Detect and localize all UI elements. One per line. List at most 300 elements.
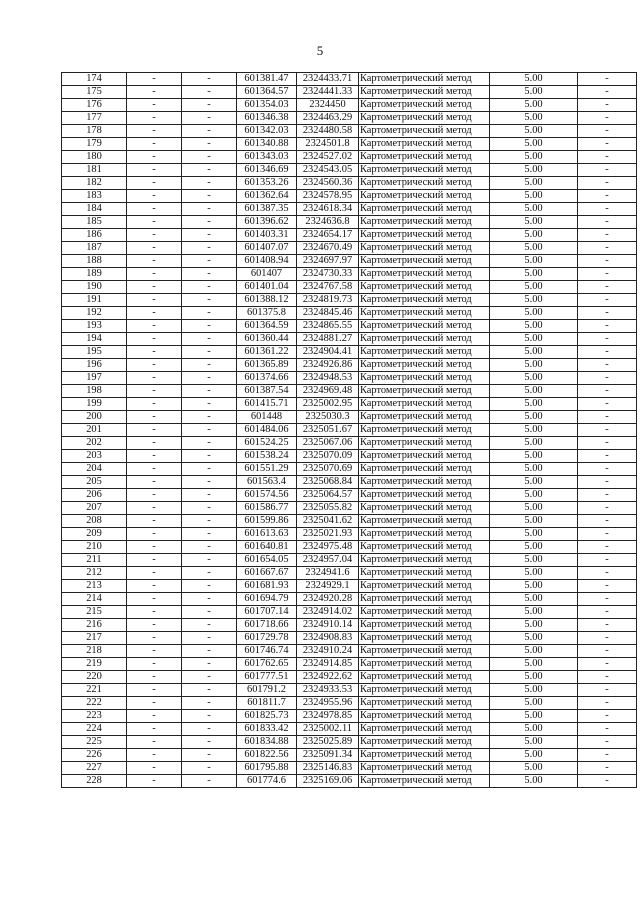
accuracy-cell: 5.00 bbox=[490, 541, 578, 554]
accuracy-cell: 5.00 bbox=[490, 697, 578, 710]
y-coordinate-cell: 2324969.48 bbox=[297, 385, 359, 398]
description-cell: - bbox=[578, 424, 637, 437]
point-number-cell: 223 bbox=[62, 710, 127, 723]
description-cell: - bbox=[578, 203, 637, 216]
method-cell: Картометрический метод bbox=[359, 359, 490, 372]
y-coordinate-cell: 2324618.34 bbox=[297, 203, 359, 216]
method-cell: Картометрический метод bbox=[359, 619, 490, 632]
old-y-cell: - bbox=[182, 606, 237, 619]
table-row bbox=[62, 203, 637, 216]
y-coordinate-cell: 2324910.14 bbox=[297, 619, 359, 632]
accuracy-cell: 5.00 bbox=[490, 125, 578, 138]
description-cell: - bbox=[578, 268, 637, 281]
y-coordinate-cell: 2324914.85 bbox=[297, 658, 359, 671]
x-coordinate-cell: 601774.6 bbox=[237, 775, 297, 788]
table-row bbox=[62, 645, 637, 658]
method-cell: Картометрический метод bbox=[359, 294, 490, 307]
accuracy-cell: 5.00 bbox=[490, 294, 578, 307]
old-x-cell: - bbox=[127, 749, 182, 762]
x-coordinate-cell: 601586.77 bbox=[237, 502, 297, 515]
old-y-cell: - bbox=[182, 255, 237, 268]
old-y-cell: - bbox=[182, 684, 237, 697]
old-x-cell: - bbox=[127, 671, 182, 684]
y-coordinate-cell: 2324845.46 bbox=[297, 307, 359, 320]
table-row bbox=[62, 593, 637, 606]
point-number-cell: 181 bbox=[62, 164, 127, 177]
old-y-cell: - bbox=[182, 502, 237, 515]
description-cell: - bbox=[578, 359, 637, 372]
old-y-cell: - bbox=[182, 736, 237, 749]
point-number-cell: 211 bbox=[62, 554, 127, 567]
old-y-cell: - bbox=[182, 372, 237, 385]
table-row bbox=[62, 151, 637, 164]
accuracy-cell: 5.00 bbox=[490, 268, 578, 281]
method-cell: Картометрический метод bbox=[359, 307, 490, 320]
x-coordinate-cell: 601415.71 bbox=[237, 398, 297, 411]
table-row bbox=[62, 619, 637, 632]
method-cell: Картометрический метод bbox=[359, 73, 490, 86]
method-cell: Картометрический метод bbox=[359, 762, 490, 775]
x-coordinate-cell: 601388.12 bbox=[237, 294, 297, 307]
y-coordinate-cell: 2324933.53 bbox=[297, 684, 359, 697]
table-row bbox=[62, 697, 637, 710]
old-y-cell: - bbox=[182, 86, 237, 99]
point-number-cell: 198 bbox=[62, 385, 127, 398]
old-x-cell: - bbox=[127, 359, 182, 372]
method-cell: Картометрический метод bbox=[359, 151, 490, 164]
method-cell: Картометрический метод bbox=[359, 463, 490, 476]
description-cell: - bbox=[578, 125, 637, 138]
method-cell: Картометрический метод bbox=[359, 450, 490, 463]
table-row bbox=[62, 450, 637, 463]
old-y-cell: - bbox=[182, 632, 237, 645]
description-cell: - bbox=[578, 281, 637, 294]
accuracy-cell: 5.00 bbox=[490, 255, 578, 268]
x-coordinate-cell: 601563.4 bbox=[237, 476, 297, 489]
old-x-cell: - bbox=[127, 476, 182, 489]
description-cell: - bbox=[578, 632, 637, 645]
point-number-cell: 175 bbox=[62, 86, 127, 99]
method-cell: Картометрический метод bbox=[359, 710, 490, 723]
old-x-cell: - bbox=[127, 138, 182, 151]
old-y-cell: - bbox=[182, 99, 237, 112]
table-row bbox=[62, 385, 637, 398]
table-row bbox=[62, 528, 637, 541]
y-coordinate-cell: 2324904.41 bbox=[297, 346, 359, 359]
x-coordinate-cell: 601375.8 bbox=[237, 307, 297, 320]
accuracy-cell: 5.00 bbox=[490, 86, 578, 99]
method-cell: Картометрический метод bbox=[359, 437, 490, 450]
point-number-cell: 199 bbox=[62, 398, 127, 411]
point-number-cell: 203 bbox=[62, 450, 127, 463]
point-number-cell: 184 bbox=[62, 203, 127, 216]
method-cell: Картометрический метод bbox=[359, 190, 490, 203]
point-number-cell: 187 bbox=[62, 242, 127, 255]
old-x-cell: - bbox=[127, 632, 182, 645]
description-cell: - bbox=[578, 398, 637, 411]
method-cell: Картометрический метод bbox=[359, 645, 490, 658]
old-y-cell: - bbox=[182, 424, 237, 437]
table-row bbox=[62, 541, 637, 554]
method-cell: Картометрический метод bbox=[359, 476, 490, 489]
description-cell: - bbox=[578, 736, 637, 749]
table-row bbox=[62, 138, 637, 151]
y-coordinate-cell: 2324957.04 bbox=[297, 554, 359, 567]
old-x-cell: - bbox=[127, 320, 182, 333]
accuracy-cell: 5.00 bbox=[490, 151, 578, 164]
y-coordinate-cell: 2325169.06 bbox=[297, 775, 359, 788]
accuracy-cell: 5.00 bbox=[490, 320, 578, 333]
accuracy-cell: 5.00 bbox=[490, 99, 578, 112]
accuracy-cell: 5.00 bbox=[490, 281, 578, 294]
method-cell: Картометрический метод bbox=[359, 268, 490, 281]
old-y-cell: - bbox=[182, 762, 237, 775]
x-coordinate-cell: 601401.04 bbox=[237, 281, 297, 294]
table-row bbox=[62, 307, 637, 320]
old-x-cell: - bbox=[127, 775, 182, 788]
y-coordinate-cell: 2325002.95 bbox=[297, 398, 359, 411]
x-coordinate-cell: 601342.03 bbox=[237, 125, 297, 138]
point-number-cell: 186 bbox=[62, 229, 127, 242]
old-x-cell: - bbox=[127, 580, 182, 593]
table-row bbox=[62, 463, 637, 476]
old-y-cell: - bbox=[182, 645, 237, 658]
description-cell: - bbox=[578, 372, 637, 385]
old-x-cell: - bbox=[127, 424, 182, 437]
table-row bbox=[62, 112, 637, 125]
point-number-cell: 202 bbox=[62, 437, 127, 450]
accuracy-cell: 5.00 bbox=[490, 476, 578, 489]
old-x-cell: - bbox=[127, 398, 182, 411]
old-y-cell: - bbox=[182, 580, 237, 593]
y-coordinate-cell: 2324463.29 bbox=[297, 112, 359, 125]
method-cell: Картометрический метод bbox=[359, 606, 490, 619]
description-cell: - bbox=[578, 528, 637, 541]
accuracy-cell: 5.00 bbox=[490, 671, 578, 684]
method-cell: Картометрический метод bbox=[359, 424, 490, 437]
old-x-cell: - bbox=[127, 619, 182, 632]
y-coordinate-cell: 2324501.8 bbox=[297, 138, 359, 151]
old-x-cell: - bbox=[127, 177, 182, 190]
x-coordinate-cell: 601360.44 bbox=[237, 333, 297, 346]
accuracy-cell: 5.00 bbox=[490, 359, 578, 372]
old-y-cell: - bbox=[182, 775, 237, 788]
method-cell: Картометрический метод bbox=[359, 593, 490, 606]
description-cell: - bbox=[578, 567, 637, 580]
old-y-cell: - bbox=[182, 164, 237, 177]
description-cell: - bbox=[578, 606, 637, 619]
method-cell: Картометрический метод bbox=[359, 346, 490, 359]
old-y-cell: - bbox=[182, 463, 237, 476]
method-cell: Картометрический метод bbox=[359, 411, 490, 424]
y-coordinate-cell: 2324543.05 bbox=[297, 164, 359, 177]
old-x-cell: - bbox=[127, 697, 182, 710]
point-number-cell: 220 bbox=[62, 671, 127, 684]
point-number-cell: 193 bbox=[62, 320, 127, 333]
old-y-cell: - bbox=[182, 346, 237, 359]
old-x-cell: - bbox=[127, 736, 182, 749]
point-number-cell: 195 bbox=[62, 346, 127, 359]
method-cell: Картометрический метод bbox=[359, 86, 490, 99]
description-cell: - bbox=[578, 619, 637, 632]
y-coordinate-cell: 2324441.33 bbox=[297, 86, 359, 99]
description-cell: - bbox=[578, 411, 637, 424]
old-y-cell: - bbox=[182, 320, 237, 333]
x-coordinate-cell: 601361.22 bbox=[237, 346, 297, 359]
point-number-cell: 212 bbox=[62, 567, 127, 580]
old-y-cell: - bbox=[182, 229, 237, 242]
table-row bbox=[62, 424, 637, 437]
old-y-cell: - bbox=[182, 437, 237, 450]
description-cell: - bbox=[578, 541, 637, 554]
old-x-cell: - bbox=[127, 450, 182, 463]
old-x-cell: - bbox=[127, 73, 182, 86]
point-number-cell: 210 bbox=[62, 541, 127, 554]
table-row bbox=[62, 762, 637, 775]
table-row bbox=[62, 437, 637, 450]
point-number-cell: 180 bbox=[62, 151, 127, 164]
x-coordinate-cell: 601353.26 bbox=[237, 177, 297, 190]
description-cell: - bbox=[578, 658, 637, 671]
description-cell: - bbox=[578, 762, 637, 775]
old-x-cell: - bbox=[127, 528, 182, 541]
method-cell: Картометрический метод bbox=[359, 580, 490, 593]
description-cell: - bbox=[578, 463, 637, 476]
accuracy-cell: 5.00 bbox=[490, 658, 578, 671]
accuracy-cell: 5.00 bbox=[490, 424, 578, 437]
old-x-cell: - bbox=[127, 125, 182, 138]
x-coordinate-cell: 601667.67 bbox=[237, 567, 297, 580]
x-coordinate-cell: 601777.51 bbox=[237, 671, 297, 684]
description-cell: - bbox=[578, 437, 637, 450]
y-coordinate-cell: 2324920.28 bbox=[297, 593, 359, 606]
point-number-cell: 191 bbox=[62, 294, 127, 307]
description-cell: - bbox=[578, 112, 637, 125]
point-number-cell: 224 bbox=[62, 723, 127, 736]
method-cell: Картометрический метод bbox=[359, 502, 490, 515]
method-cell: Картометрический метод bbox=[359, 723, 490, 736]
x-coordinate-cell: 601364.57 bbox=[237, 86, 297, 99]
description-cell: - bbox=[578, 216, 637, 229]
table-row bbox=[62, 476, 637, 489]
method-cell: Картометрический метод bbox=[359, 177, 490, 190]
old-y-cell: - bbox=[182, 281, 237, 294]
old-y-cell: - bbox=[182, 73, 237, 86]
point-number-cell: 225 bbox=[62, 736, 127, 749]
method-cell: Картометрический метод bbox=[359, 229, 490, 242]
method-cell: Картометрический метод bbox=[359, 372, 490, 385]
accuracy-cell: 5.00 bbox=[490, 502, 578, 515]
table-row bbox=[62, 580, 637, 593]
x-coordinate-cell: 601681.93 bbox=[237, 580, 297, 593]
accuracy-cell: 5.00 bbox=[490, 723, 578, 736]
x-coordinate-cell: 601346.38 bbox=[237, 112, 297, 125]
point-number-cell: 183 bbox=[62, 190, 127, 203]
x-coordinate-cell: 601833.42 bbox=[237, 723, 297, 736]
description-cell: - bbox=[578, 73, 637, 86]
y-coordinate-cell: 2325068.84 bbox=[297, 476, 359, 489]
coordinates-table-body bbox=[62, 73, 637, 788]
point-number-cell: 190 bbox=[62, 281, 127, 294]
method-cell: Картометрический метод bbox=[359, 515, 490, 528]
method-cell: Картометрический метод bbox=[359, 216, 490, 229]
x-coordinate-cell: 601613.63 bbox=[237, 528, 297, 541]
y-coordinate-cell: 2324730.33 bbox=[297, 268, 359, 281]
old-y-cell: - bbox=[182, 333, 237, 346]
y-coordinate-cell: 2324908.83 bbox=[297, 632, 359, 645]
old-y-cell: - bbox=[182, 450, 237, 463]
description-cell: - bbox=[578, 255, 637, 268]
table-row bbox=[62, 86, 637, 99]
old-x-cell: - bbox=[127, 593, 182, 606]
table-row bbox=[62, 333, 637, 346]
old-x-cell: - bbox=[127, 151, 182, 164]
old-x-cell: - bbox=[127, 684, 182, 697]
old-y-cell: - bbox=[182, 489, 237, 502]
point-number-cell: 197 bbox=[62, 372, 127, 385]
accuracy-cell: 5.00 bbox=[490, 567, 578, 580]
y-coordinate-cell: 2325070.09 bbox=[297, 450, 359, 463]
old-y-cell: - bbox=[182, 307, 237, 320]
point-number-cell: 205 bbox=[62, 476, 127, 489]
point-number-cell: 219 bbox=[62, 658, 127, 671]
method-cell: Картометрический метод bbox=[359, 164, 490, 177]
y-coordinate-cell: 2324926.86 bbox=[297, 359, 359, 372]
method-cell: Картометрический метод bbox=[359, 632, 490, 645]
description-cell: - bbox=[578, 489, 637, 502]
old-x-cell: - bbox=[127, 216, 182, 229]
accuracy-cell: 5.00 bbox=[490, 775, 578, 788]
y-coordinate-cell: 2324480.58 bbox=[297, 125, 359, 138]
accuracy-cell: 5.00 bbox=[490, 450, 578, 463]
table-row bbox=[62, 268, 637, 281]
method-cell: Картометрический метод bbox=[359, 333, 490, 346]
method-cell: Картометрический метод bbox=[359, 112, 490, 125]
old-x-cell: - bbox=[127, 567, 182, 580]
old-y-cell: - bbox=[182, 554, 237, 567]
description-cell: - bbox=[578, 86, 637, 99]
table-row bbox=[62, 554, 637, 567]
accuracy-cell: 5.00 bbox=[490, 398, 578, 411]
accuracy-cell: 5.00 bbox=[490, 164, 578, 177]
method-cell: Картометрический метод bbox=[359, 125, 490, 138]
y-coordinate-cell: 2324941.6 bbox=[297, 567, 359, 580]
method-cell: Картометрический метод bbox=[359, 658, 490, 671]
coordinates-table bbox=[61, 72, 637, 788]
old-x-cell: - bbox=[127, 112, 182, 125]
x-coordinate-cell: 601811.7 bbox=[237, 697, 297, 710]
x-coordinate-cell: 601825.73 bbox=[237, 710, 297, 723]
old-y-cell: - bbox=[182, 294, 237, 307]
x-coordinate-cell: 601396.62 bbox=[237, 216, 297, 229]
accuracy-cell: 5.00 bbox=[490, 762, 578, 775]
old-x-cell: - bbox=[127, 658, 182, 671]
old-y-cell: - bbox=[182, 710, 237, 723]
x-coordinate-cell: 601551.29 bbox=[237, 463, 297, 476]
old-y-cell: - bbox=[182, 190, 237, 203]
old-y-cell: - bbox=[182, 541, 237, 554]
description-cell: - bbox=[578, 710, 637, 723]
table-row bbox=[62, 255, 637, 268]
point-number-cell: 221 bbox=[62, 684, 127, 697]
accuracy-cell: 5.00 bbox=[490, 138, 578, 151]
x-coordinate-cell: 601729.78 bbox=[237, 632, 297, 645]
y-coordinate-cell: 2325041.62 bbox=[297, 515, 359, 528]
method-cell: Картометрический метод bbox=[359, 99, 490, 112]
point-number-cell: 177 bbox=[62, 112, 127, 125]
old-x-cell: - bbox=[127, 86, 182, 99]
accuracy-cell: 5.00 bbox=[490, 749, 578, 762]
method-cell: Картометрический метод bbox=[359, 320, 490, 333]
description-cell: - bbox=[578, 177, 637, 190]
method-cell: Картометрический метод bbox=[359, 684, 490, 697]
table-row bbox=[62, 515, 637, 528]
point-number-cell: 174 bbox=[62, 73, 127, 86]
point-number-cell: 217 bbox=[62, 632, 127, 645]
point-number-cell: 216 bbox=[62, 619, 127, 632]
old-x-cell: - bbox=[127, 385, 182, 398]
old-x-cell: - bbox=[127, 255, 182, 268]
old-x-cell: - bbox=[127, 606, 182, 619]
x-coordinate-cell: 601791.2 bbox=[237, 684, 297, 697]
x-coordinate-cell: 601654.05 bbox=[237, 554, 297, 567]
old-x-cell: - bbox=[127, 710, 182, 723]
x-coordinate-cell: 601403.31 bbox=[237, 229, 297, 242]
old-x-cell: - bbox=[127, 99, 182, 112]
old-y-cell: - bbox=[182, 528, 237, 541]
description-cell: - bbox=[578, 99, 637, 112]
x-coordinate-cell: 601718.66 bbox=[237, 619, 297, 632]
x-coordinate-cell: 601374.66 bbox=[237, 372, 297, 385]
old-y-cell: - bbox=[182, 749, 237, 762]
old-x-cell: - bbox=[127, 645, 182, 658]
accuracy-cell: 5.00 bbox=[490, 203, 578, 216]
x-coordinate-cell: 601448 bbox=[237, 411, 297, 424]
method-cell: Картометрический метод bbox=[359, 255, 490, 268]
description-cell: - bbox=[578, 476, 637, 489]
old-x-cell: - bbox=[127, 242, 182, 255]
old-y-cell: - bbox=[182, 125, 237, 138]
description-cell: - bbox=[578, 333, 637, 346]
table-row bbox=[62, 372, 637, 385]
description-cell: - bbox=[578, 723, 637, 736]
x-coordinate-cell: 601408.94 bbox=[237, 255, 297, 268]
description-cell: - bbox=[578, 346, 637, 359]
y-coordinate-cell: 2325025.89 bbox=[297, 736, 359, 749]
accuracy-cell: 5.00 bbox=[490, 463, 578, 476]
description-cell: - bbox=[578, 554, 637, 567]
accuracy-cell: 5.00 bbox=[490, 580, 578, 593]
x-coordinate-cell: 601340.88 bbox=[237, 138, 297, 151]
y-coordinate-cell: 2325055.82 bbox=[297, 502, 359, 515]
y-coordinate-cell: 2324948.53 bbox=[297, 372, 359, 385]
x-coordinate-cell: 601407.07 bbox=[237, 242, 297, 255]
table-row bbox=[62, 242, 637, 255]
point-number-cell: 206 bbox=[62, 489, 127, 502]
accuracy-cell: 5.00 bbox=[490, 632, 578, 645]
accuracy-cell: 5.00 bbox=[490, 736, 578, 749]
description-cell: - bbox=[578, 645, 637, 658]
description-cell: - bbox=[578, 593, 637, 606]
point-number-cell: 209 bbox=[62, 528, 127, 541]
old-x-cell: - bbox=[127, 281, 182, 294]
old-y-cell: - bbox=[182, 411, 237, 424]
table-row bbox=[62, 164, 637, 177]
method-cell: Картометрический метод bbox=[359, 567, 490, 580]
y-coordinate-cell: 2324914.02 bbox=[297, 606, 359, 619]
old-x-cell: - bbox=[127, 411, 182, 424]
old-y-cell: - bbox=[182, 242, 237, 255]
